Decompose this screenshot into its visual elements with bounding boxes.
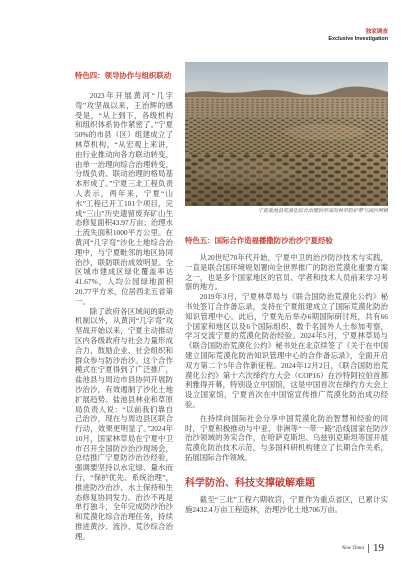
photo-caption: 宁夏盐池县荒漠化综合治理后形成的林草防护带与固沙网格: [257, 209, 388, 214]
magazine-name: New Times: [341, 545, 365, 551]
feature-five-paragraph: 2019年3月，宁夏林草局与《联合国防治荒漠化公约》秘书处签订合作备忘录，支持在宁夏组建成立了国际荒漠化防治知识管理中心。此后，宁夏先后举办6期国际研讨班，共有66个国家和地区以及6个国际组织、数千名国外人士参加考察，学习交流宁夏的荒漠化防治经验。2024年5月，宁夏林草局与《联合国防治荒漠化公约》秘书处在北京续签了《关于在中国建立国际荒漠化防治知识管理中心的合作备忘录》，全面开启双方第二个5年合作新征程。2024年12月2日，《联合国防治荒漠化公约》第十六次缔约方大会（COP16）在沙特阿拉伯首都利雅得开幕，特别设立中国馆，这是中国首次在缔约方大会上设立国家馆，宁夏首次在中国馆宣传推广荒漠化防治成功经验。: [185, 292, 388, 409]
section-label-en: Exclusive Investigation: [328, 36, 388, 42]
feature-four-body: [75, 91, 173, 542]
section-paragraph: 截至“三北”工程六期收官，宁夏作为重点省区，已累计实施2432.4万亩工程造林，治理沙化土地706万亩。: [185, 494, 388, 514]
page-footer: [342, 542, 384, 554]
feature-five-heading: 特色五：国际合作造福播撒防沙治沙宁夏经验: [185, 236, 333, 245]
running-head: [328, 29, 388, 43]
footer-divider: [368, 544, 369, 553]
left-column: [75, 71, 173, 542]
feature-four-paragraph: 2023年开展黄河“几字弯”攻坚战以来，王治辉的感受是，“从上到下，各级机构和组织体系协作紧密了。”宁夏50%的市县（区）组建成立了林草机构。“从宏观上来讲，由行业推动向各方联动转变，由单一治理向综合治理转变，分级负责、联动治理的格局基本形成了。”宁夏三北工程负责人表示，两年来，宁夏“山水”工程已开工101个项目，完成“三山”历史遗留废弃矿山生态修复面积43.97万亩；治理水土流失面积1000平方公里。在黄河“几字弯”沙化土地综合治理中，与宁夏毗邻的地区协同治沙，联防联治成效明显。全区城市建成区绿化覆盖率达41.67%，人均公园绿地面积20.77平方米，位居西北五省第一。: [75, 91, 173, 306]
feature-five-paragraph: 从20世纪70年代开始，宁夏中卫的治沙防沙技术与实践，一直是联合国环境规划署向全世界推广的防治荒漠化重要方案之一，也是多个国家地区的官员、学者和技术人员前来学习考察的地方。: [185, 253, 388, 292]
feature-four-heading: 特色四：领导协作与组织联动: [75, 71, 172, 80]
page-number: 19: [373, 542, 384, 554]
section-heading: 科学防治、科技支撑破解难题: [185, 477, 315, 489]
photo-vignette: [185, 62, 388, 206]
feature-five-paragraph: 在持续向国际社会分享中国荒漠化防治智慧和经验的同时，宁夏积极推动与中亚、非洲等“一带一路”沿线国家在防沙治沙领域的务实合作，在哈萨克斯坦、乌兹别克斯坦等国开展荒漠化防治技术示范，与多国科研机构建立了长期合作关系，拓展国际合作领域。: [185, 413, 388, 462]
section-label-cn: 独家调查: [365, 29, 388, 35]
right-column: [185, 236, 388, 514]
feature-five-body: [185, 253, 388, 463]
section-body: [185, 495, 388, 515]
feature-four-paragraph: 除了政府各区域间的联动机制以外，从黄河“几字弯”攻坚战开始以来，宁夏主动推动区内各级政府与社会力量形成合力，鼓励企业、社会组织和群众参与防沙治沙。这个合作模式在宁夏得到了广泛推广，盐池县与周边市县协同开展防沙治沙，有效遏制了沙化土地扩展趋势。盐池县林业和草原局负责人说：“以前我们靠自己治沙，现在与周边县区联合行动，效果更明显了。”2024年10月，国家林草局在宁夏中卫市召开全国防沙治沙现场会，总结推广宁夏防沙治沙经验，强调要坚持以水定绿、量水而行，“保护优先、系统治理”，推进防沙治沙、水土保持和生态修复协同发力。治沙不再是单打独斗，全年完成防沙治沙和荒漠化综合治理任务，持续推进黄沙、流沙、荒沙综合治理。: [75, 306, 173, 541]
photo-desert-shrub-belts: [185, 62, 388, 206]
